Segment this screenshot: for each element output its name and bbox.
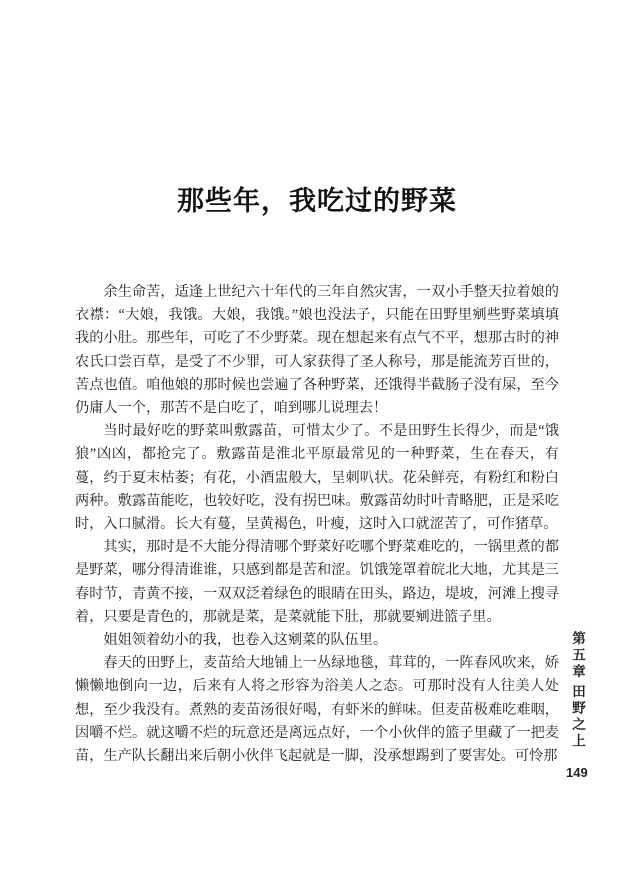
- paragraph: 春天的田野上，麦苗给大地铺上一丛绿地毯，茸茸的，一阵春风吹来，娇懒懒地倒向一边，后来有人将之形容为浴美人之态。可那时没有人往美人处想，至少我没有。煮熟的麦苗汤很好喝，有虾米的鲜味。但麦苗极难吃难咽，因嚼不烂。就这嚼不烂的玩意还是离远点好，一个小伙伴的篮子里藏了一把麦苗，生产队长翻出来后朝小伙伴飞起就是一脚，没承想踢到了要害处。可怜那: [75, 655, 559, 765]
- chapter-title-vertical-label: 田野之上: [570, 684, 585, 750]
- chapter-number-vertical-label: 第五章: [570, 631, 585, 681]
- body-text: [75, 281, 559, 768]
- paragraph: 姐姐领着幼小的我，也卷入这剜菜的队伍里。: [103, 632, 388, 649]
- page-number: 149: [566, 765, 588, 780]
- paragraph: 余生命苦，适逢上世纪六十年代的三年自然灾害，一双小手整天拉着娘的衣襟：“大娘，我饿。大娘，我饿。”娘也没法子，只能在田野里剜些野菜填填我的小肚。那些年，可吃了不少野菜。现在想起来有点气不平，想那古时的神农氏口尝百草，是受了不少罪，可人家获得了圣人称号，那是能流芳百世的，苦点也值。咱他娘的那时候也尝遍了各种野菜，还饿得半截肠子没有屎，至今仍庸人一个，那苦不是白吃了，咱到哪儿说理去！: [75, 284, 559, 417]
- paragraph: 其实，那时是不大能分得清哪个野菜好吃哪个野菜难吃的，一锅里煮的都是野菜，哪分得清谁谁，只感到都是苦和涩。饥饿笼罩着皖北大地，尤其是三春时节，青黄不接，一双双泛着绿色的眼睛在田头，路边，堤坡，河滩上搜寻着，只要是青色的，那就是菜，是菜就能下肚，那就要剜进篮子里。: [75, 539, 559, 625]
- paragraph: 当时最好吃的野菜叫敷露苗，可惜太少了。不是田野生长得少，而是“饿狼”凶凶，都抢完了。敷露苗是淮北平原最常见的一种野菜，生在春天，有蔓，约于夏末枯萎；有花，小酒盅般大，呈刺叭状。花朵鲜亮，有粉红和粉白两种。敷露苗能吃，也较好吃，没有拐巴味。敷露苗幼时叶青略肥，正是采吃时，入口腻滑。长大有蔓，呈黄褐色，叶瘦，这时入口就涩苦了，可作猪草。: [75, 423, 559, 533]
- page-title: 那些年，我吃过的野菜: [177, 186, 457, 216]
